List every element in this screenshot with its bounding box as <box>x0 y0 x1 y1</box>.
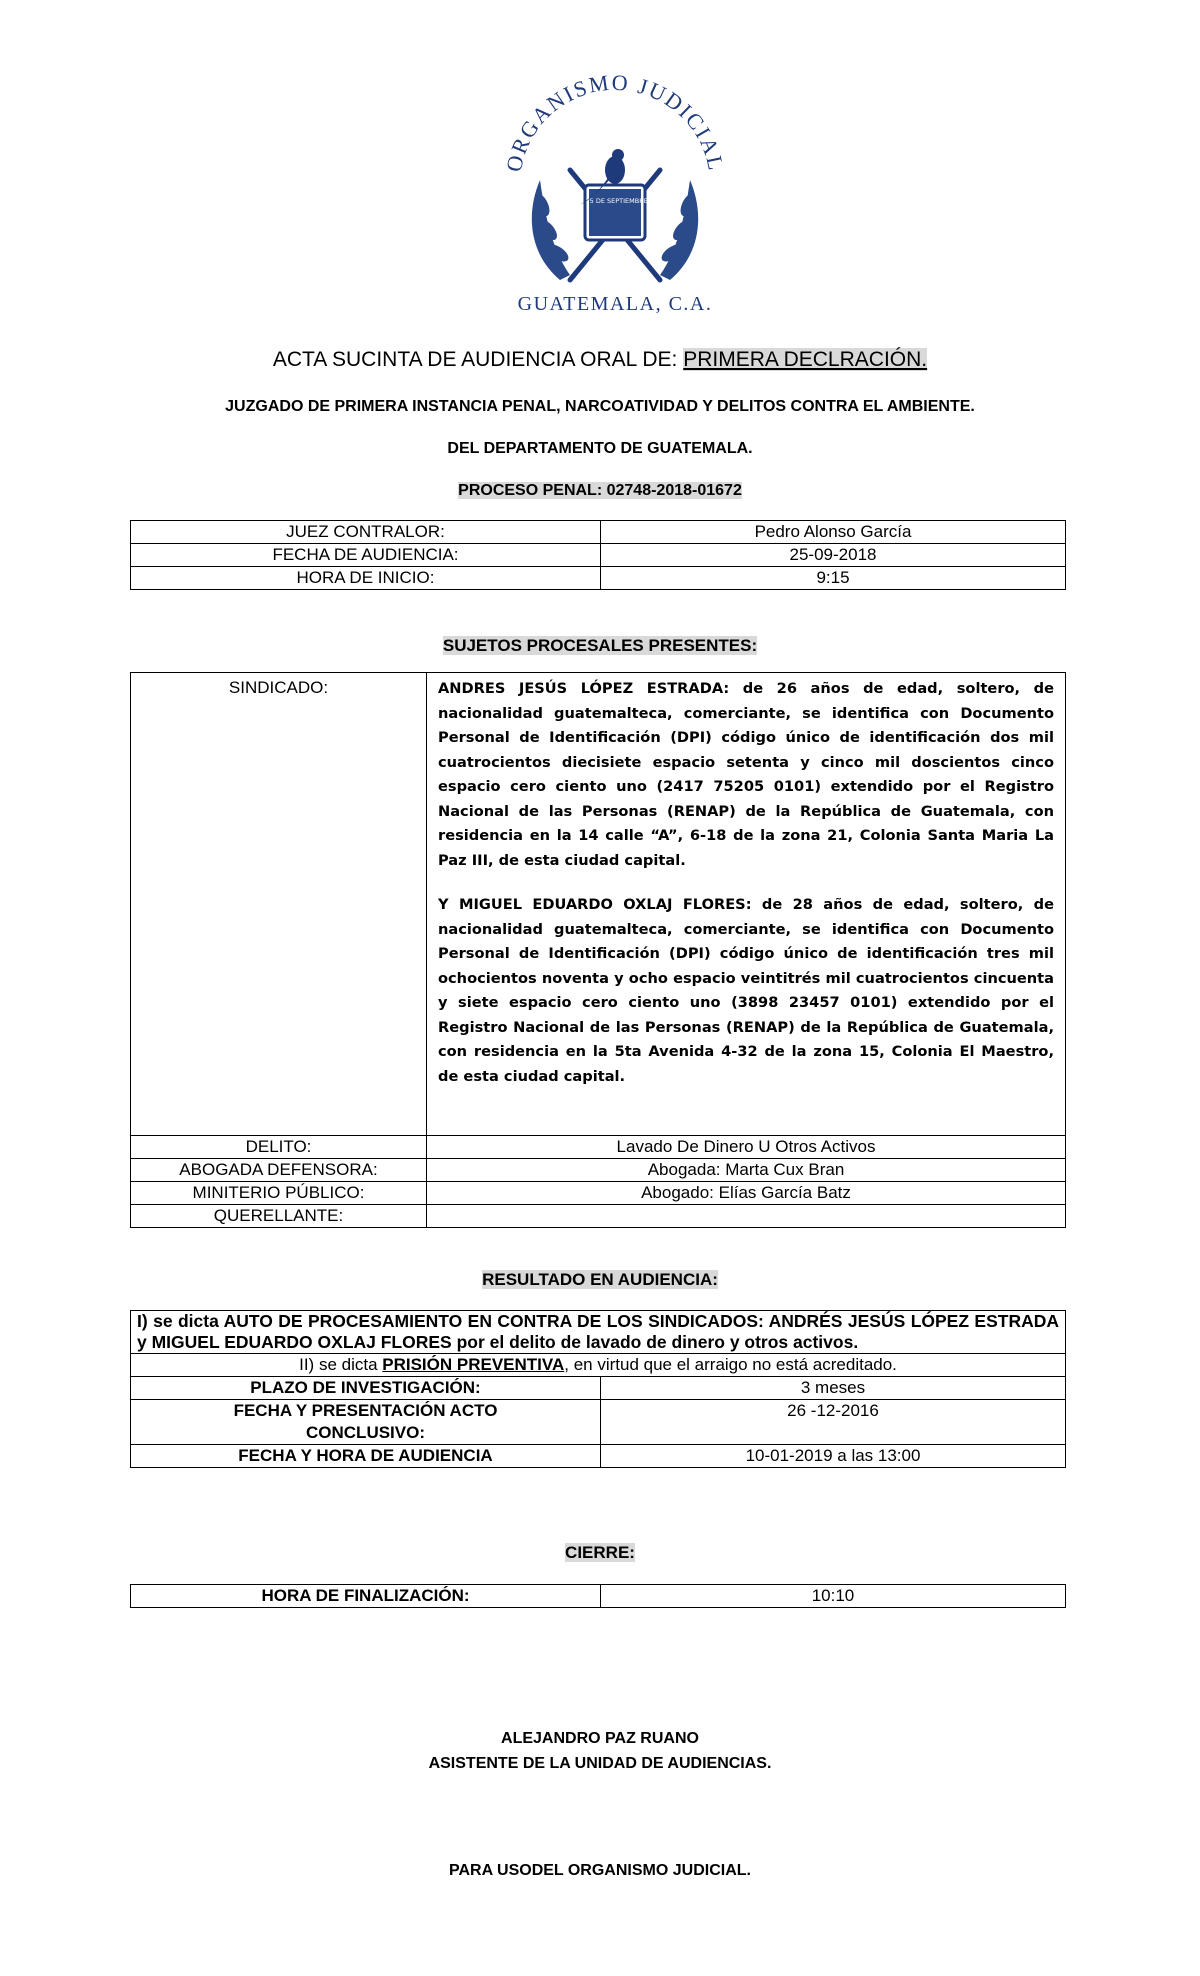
subjects-table <box>130 672 1066 1228</box>
result-line-2-suffix: , en virtud que el arraigo no está acreditado. <box>564 1355 897 1374</box>
table-row <box>131 1585 1066 1608</box>
result-heading: RESULTADO EN AUDIENCIA: <box>482 1270 718 1289</box>
plaintiff-value <box>427 1205 1066 1228</box>
sindicado-label: SINDICADO: <box>131 673 427 1136</box>
prosecutor-value: Abogado: Elías García Batz <box>427 1182 1066 1205</box>
seal-scroll-text: LIBERTAD 15 DE SEPTIEMBRE DE 1821 <box>552 197 678 205</box>
seal-country-text: GUATEMALA, C.A. <box>517 293 713 315</box>
court-line: JUZGADO DE PRIMERA INSTANCIA PENAL, NARCOATIVIDAD Y DELITOS CONTRA EL AMBIENTE. <box>225 398 975 415</box>
table-row <box>131 1354 1066 1377</box>
table-row <box>131 673 1066 1136</box>
start-time-value: 9:15 <box>601 567 1066 590</box>
table-row <box>131 1311 1066 1354</box>
crime-value: Lavado De Dinero U Otros Activos <box>427 1136 1066 1159</box>
hearing-datetime-label: FECHA Y HORA DE AUDIENCIA <box>131 1445 601 1468</box>
sindicado-paragraph-2: Y MIGUEL EDUARDO OXLAJ FLORES: de 28 años de edad, soltero, de nacionalidad guatemalteca, comerciante, se identifica con Documento Personal de Identificación (DPI) código único de identificación tres mil ochocientos noventa y ocho espacio veintitrés mil cuatrocientos cincuenta y siete espacio cero ciento uno (3898 23457 0101) extendido por el Registro Nacional de las Personas (RENAP) de la República de Guatemala, con residencia en la 5ta Avenida 4-32 de la zona 15, Colonia El Maestro, de esta ciudad capital. <box>438 896 1054 1085</box>
process-number: PROCESO PENAL: 02748-2018-01672 <box>458 482 742 499</box>
end-time-label: HORA DE FINALIZACIÓN: <box>131 1585 601 1608</box>
judge-label: JUEZ CONTRALOR: <box>131 521 601 544</box>
defense-label: ABOGADA DEFENSORA: <box>131 1159 427 1182</box>
signer-name: ALEJANDRO PAZ RUANO <box>501 1730 699 1747</box>
conclusive-act-value: 26 -12-2016 <box>601 1400 1066 1445</box>
judge-value: Pedro Alonso García <box>601 521 1066 544</box>
sindicado-paragraph-1: ANDRES JESÚS LÓPEZ ESTRADA: de 26 años de edad, soltero, de nacionalidad guatemalteca, comerciante, se identifica con Documento Personal de Identificación (DPI) código único de identificación dos mil cuatrocientos diecisiete espacio setenta y cinco mil doscientos cinco espacio cero ciento uno (2417 75205 0101) extendido por el Registro Nacional de las Personas (RENAP) de la República de Guatemala, con residencia en la 14 calle “A”, 6-18 de la zona 21, Colonia Santa Maria La Paz III, de esta ciudad capital. <box>438 680 1054 869</box>
table-row <box>131 544 1066 567</box>
result-line-2-bold: PRISIÓN PREVENTIVA <box>382 1355 565 1374</box>
hearing-datetime-value: 10-01-2019 a las 13:00 <box>601 1445 1066 1468</box>
crime-label: DELITO: <box>131 1136 427 1159</box>
table-row <box>131 1445 1066 1468</box>
title-prefix: ACTA SUCINTA DE AUDIENCIA ORAL DE: <box>272 348 684 371</box>
start-time-label: HORA DE INICIO: <box>131 567 601 590</box>
footer-note: PARA USODEL ORGANISMO JUDICIAL. <box>449 1862 751 1879</box>
signer-role: ASISTENTE DE LA UNIDAD DE AUDIENCIAS. <box>428 1755 772 1772</box>
table-row <box>131 1182 1066 1205</box>
table-row <box>131 1159 1066 1182</box>
conclusive-act-label: FECHA Y PRESENTACIÓN ACTO CONCLUSIVO: <box>131 1400 601 1445</box>
date-label: FECHA DE AUDIENCIA: <box>131 544 601 567</box>
table-row <box>131 1136 1066 1159</box>
table-row <box>131 1400 1066 1445</box>
department-line: DEL DEPARTAMENTO DE GUATEMALA. <box>447 440 753 457</box>
investigation-term-value: 3 meses <box>601 1377 1066 1400</box>
sindicado-cell <box>427 673 1066 1136</box>
plaintiff-label: QUERELLANTE: <box>131 1205 427 1228</box>
organismo-judicial-seal <box>490 65 740 315</box>
seal-arc-text: ORGANISMO JUDICIAL <box>500 69 730 175</box>
document-title <box>0 348 1200 372</box>
result-line-2-prefix: II) se dicta <box>299 1355 383 1374</box>
date-value: 25-09-2018 <box>601 544 1066 567</box>
table-row <box>131 521 1066 544</box>
closing-heading: CIERRE: <box>565 1543 635 1562</box>
prosecutor-label: MINITERIO PÚBLICO: <box>131 1182 427 1205</box>
result-line-1 <box>131 1311 1066 1354</box>
table-row <box>131 567 1066 590</box>
closing-table <box>130 1584 1066 1608</box>
table-row <box>131 1205 1066 1228</box>
subjects-heading: SUJETOS PROCESALES PRESENTES: <box>442 636 758 655</box>
result-line-1-text: AUTO DE PROCESAMIENTO EN CONTRA DE LOS SINDICADOS: ANDRÉS JESÚS LÓPEZ ESTRADA y MIGUEL EDUARDO OXLAJ FLORES por el delito de lavado de dinero y otros activos. <box>137 1311 1060 1352</box>
investigation-term-label: PLAZO DE INVESTIGACIÓN: <box>131 1377 601 1400</box>
end-time-value: 10:10 <box>601 1585 1066 1608</box>
result-line-1-prefix: I) se dicta <box>137 1311 224 1331</box>
info-table <box>130 520 1066 590</box>
title-highlight: PRIMERA DECLRACIÓN. <box>683 348 928 371</box>
result-line-2 <box>131 1354 1066 1377</box>
result-table <box>130 1310 1066 1468</box>
defense-value: Abogada: Marta Cux Bran <box>427 1159 1066 1182</box>
table-row <box>131 1377 1066 1400</box>
